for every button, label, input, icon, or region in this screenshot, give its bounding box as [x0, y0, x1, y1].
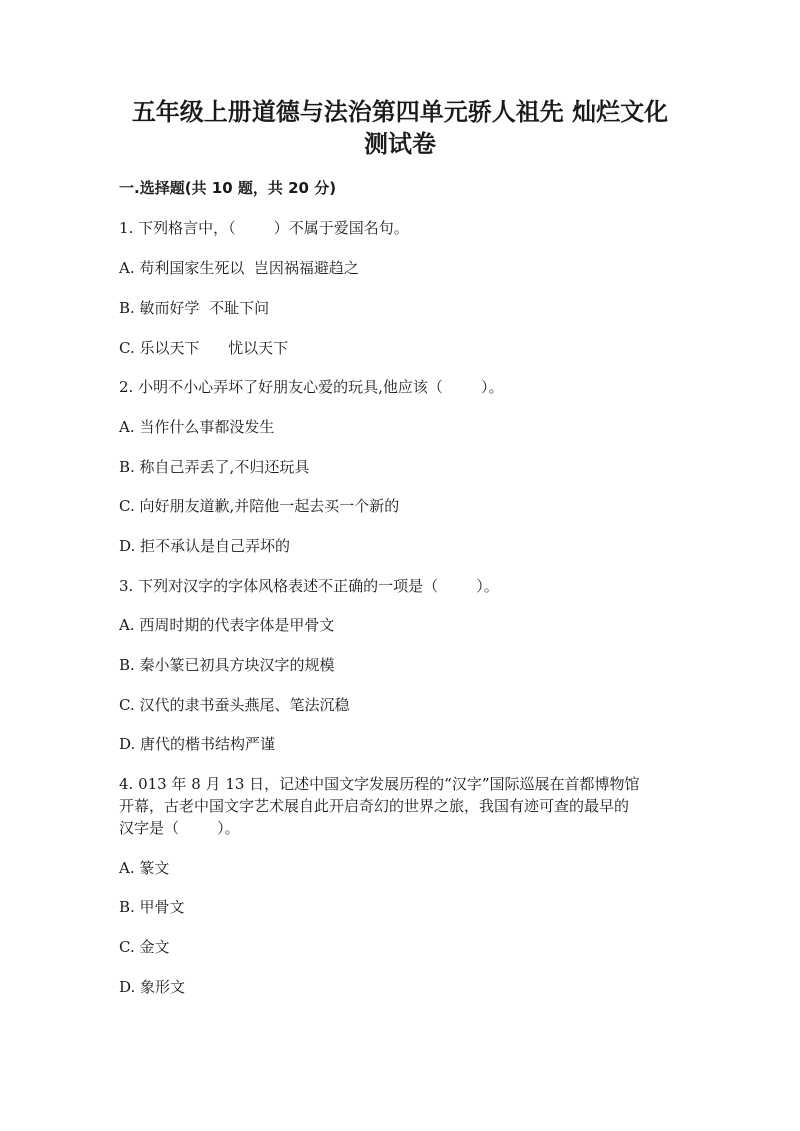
- question-2-option-c: C. 向好朋友道歉,并陪他一起去买一个新的: [119, 497, 400, 515]
- section-heading: 一.选择题(共 10 题，共 20 分): [119, 179, 337, 197]
- question-4-option-d: D. 象形文: [119, 978, 186, 996]
- question-2-option-b: B. 称自己弄丢了,不归还玩具: [119, 458, 310, 476]
- question-3-option-b: B. 秦小篆已初具方块汉字的规模: [119, 656, 335, 674]
- question-4-stem-line-2: 开幕，古老中国文字艺术展自此开启奇幻的世界之旅，我国有迹可查的最早的: [119, 797, 630, 815]
- question-4-option-c: C. 金文: [119, 938, 170, 956]
- page-title: 五年级上册道德与法治第四单元骄人祖先 灿烂文化: [131, 97, 669, 126]
- question-2-option-d: D. 拒不承认是自己弄坏的: [119, 537, 291, 555]
- question-3-option-c: C. 汉代的隶书蚕头燕尾、笔法沉稳: [119, 696, 350, 714]
- question-4-option-a: A. 篆文: [119, 859, 170, 877]
- page-title-continued: 测试卷: [364, 129, 436, 158]
- question-3-option-d: D. 唐代的楷书结构严谨: [119, 735, 276, 753]
- question-3-option-a: A. 西周时期的代表字体是甲骨文: [119, 616, 335, 634]
- question-2-stem: 2. 小明不小心弄坏了好朋友心爱的玩具,他应该（ ）。: [119, 378, 504, 396]
- question-1-stem: 1. 下列格言中，（ ）不属于爱国名句。: [119, 219, 409, 237]
- question-2-option-a: A. 当作什么事都没发生: [119, 418, 275, 436]
- question-1-option-b: B. 敏而好学 不耻下问: [119, 299, 270, 317]
- question-1-option-a: A. 苟利国家生死以 岂因祸福避趋之: [119, 259, 359, 277]
- question-3-stem: 3. 下列对汉字的字体风格表述不正确的一项是（ ）。: [119, 577, 499, 595]
- question-4-option-b: B. 甲骨文: [119, 898, 185, 916]
- question-4-stem-line-1: 4. 013 年 8 月 13 日，记述中国文字发展历程的“汉字”国际巡展在首都博物馆: [119, 775, 640, 793]
- question-1-option-c: C. 乐以天下 忧以天下: [119, 339, 289, 357]
- question-4-stem-line-3: 汉字是（ ）。: [119, 819, 240, 837]
